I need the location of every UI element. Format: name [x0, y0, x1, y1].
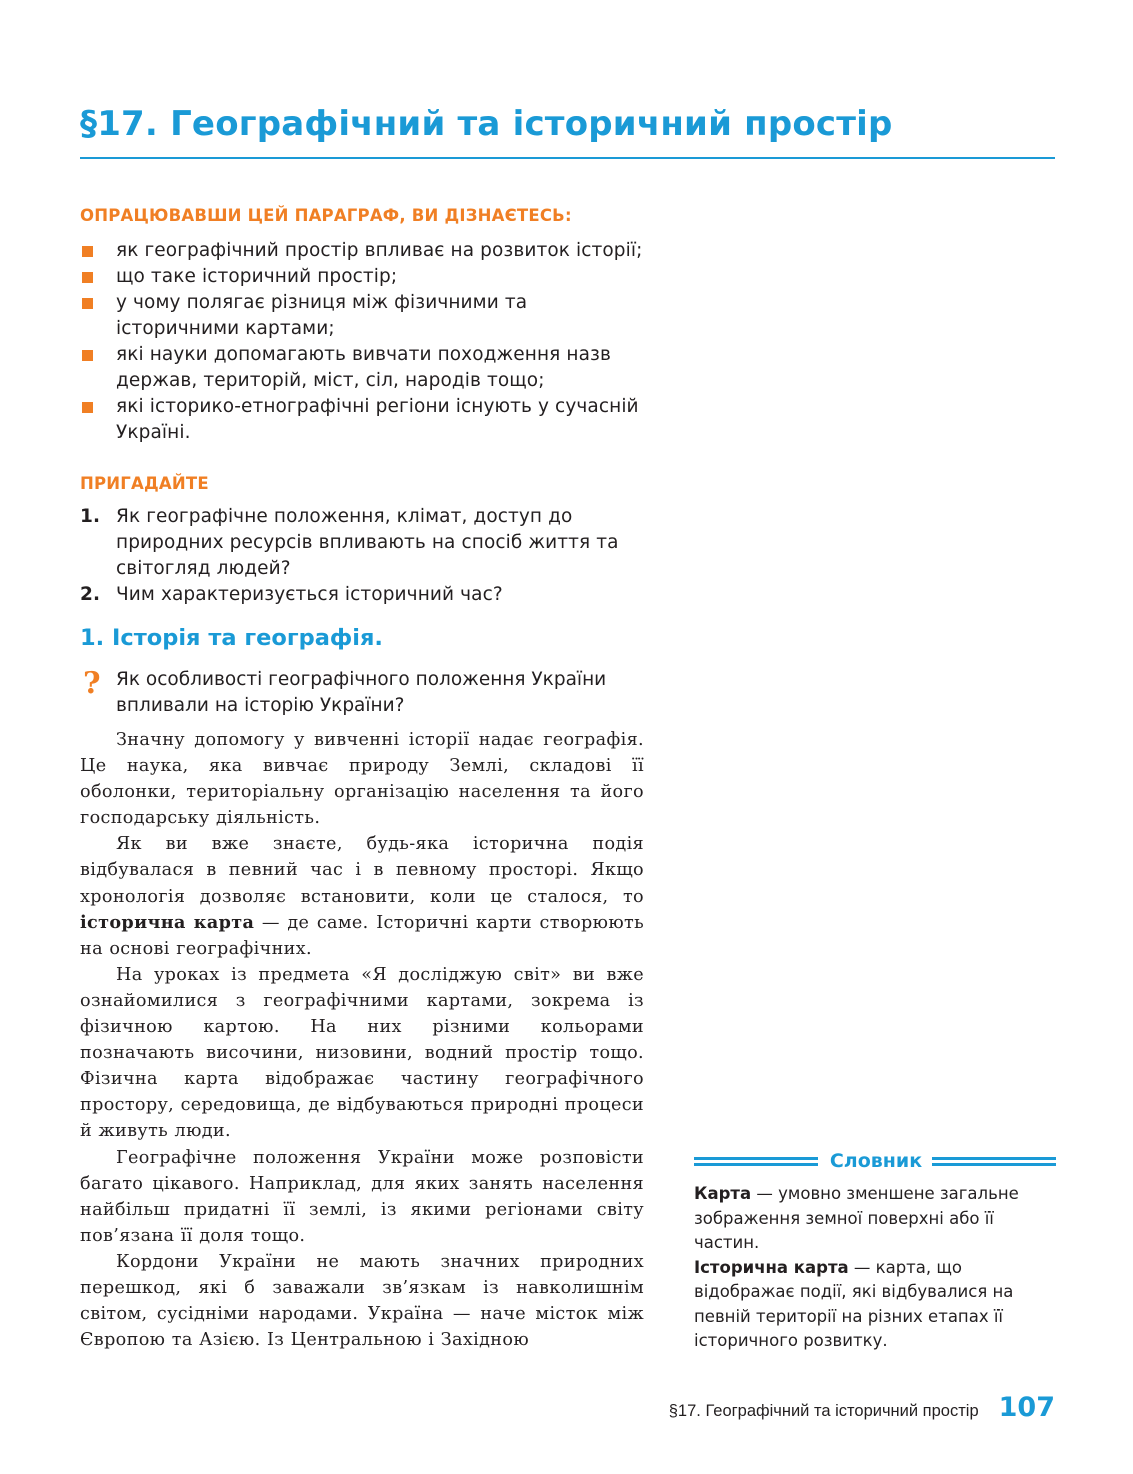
list-item: як географічний простір впливає на розвиток історії; — [80, 238, 650, 264]
glossary-entry: Карта — умовно зменшене загальне зображення земної поверхні або її частин. — [694, 1184, 1019, 1252]
glossary-box — [694, 1146, 1056, 1354]
list-item: 2. Чим характеризується історичний час? — [80, 584, 503, 605]
paragraph: Як ви вже знаєте, будь-яка історична подія відбувалася в певний час і в певному просторі. Якщо хронологія дозволяє встановити, коли це сталося, то історична карта — де саме. Історичні карти створюють на основі географічних. — [80, 834, 644, 959]
square-bullet-icon — [82, 350, 93, 361]
page-footer — [669, 1392, 1055, 1423]
glossary-rule-right — [932, 1156, 1056, 1166]
glossary-entry: Історична карта — карта, що відображає події, які відбувалися на певній території на різних етапах її історичного розвитку. — [694, 1257, 1014, 1350]
page-title: §17. Географічний та історичний простір — [80, 104, 893, 144]
paragraph: Значну допомогу у вивченні історії надає географія. Це наука, яка вивчає природу Землі, складові її оболонки, територіальну організацію населення та його господарську діяльність. — [80, 730, 644, 829]
square-bullet-icon — [82, 272, 93, 283]
glossary-term: Карта — [694, 1184, 752, 1203]
list-item: які науки допомагають вивчати походження назв держав, територій, міст, сіл, народів тощо; — [80, 342, 650, 394]
list-item: що таке історичний простір; — [80, 264, 650, 290]
glossary-rule-left — [694, 1156, 818, 1166]
section-title: 1. Історія та географія. — [80, 625, 383, 651]
page-number: 107 — [998, 1392, 1055, 1423]
question-text: Як особливості географічного положення України впливали на історію України? — [116, 669, 607, 716]
paragraph: На уроках із предмета «Я досліджую світ» ви вже ознайомилися з географічними картами, зокрема із фізичною картою. На них різними кольорами позначають височини, низовини, водний простір тощо. Фізична карта відображає частину географічного простору, середовища, де відбуваються природні процеси й живуть люди. — [80, 964, 644, 1142]
square-bullet-icon — [82, 402, 93, 413]
paragraph: Географічне положення України може розповісти багато цікавого. Наприклад, для яких занять населення найбільш придатні її землі, із якими регіонами світу пов’язана її доля тощо. — [80, 1147, 644, 1246]
recall-heading: ПРИГАДАЙТЕ — [80, 474, 209, 493]
square-bullet-icon — [82, 246, 93, 257]
bold-term: історична карта — [80, 911, 255, 933]
objectives-heading: ОПРАЦЮВАВШИ ЦЕЙ ПАРАГРАФ, ВИ ДІЗНАЄТЕСЬ: — [80, 206, 572, 225]
list-item: 1. Як географічне положення, клімат, доступ до природних ресурсів впливають на спосіб життя та світогляд людей? — [80, 506, 619, 579]
recall-list — [80, 504, 650, 608]
list-item: у чому полягає різниця між фізичними та історичними картами; — [80, 290, 650, 342]
title-divider — [80, 157, 1055, 159]
paragraph: Кордони України не мають значних природних перешкод, які б заважали зв’язкам із навколишнім світом, сусідніми народами. Україна — наче місток між Європою та Азією. Із Центральною і Західною — [80, 1251, 644, 1351]
square-bullet-icon — [82, 298, 93, 309]
question-mark-icon: ? — [83, 666, 101, 701]
question-block — [80, 667, 650, 719]
glossary-header — [694, 1146, 1056, 1176]
running-title: §17. Географічний та історичний простір — [668, 1402, 979, 1420]
list-item: які історико-етнографічні регіони існують у сучасній Україні. — [80, 394, 650, 446]
glossary-title: Словник — [829, 1150, 923, 1172]
body-text — [80, 727, 644, 1353]
glossary-term: Історична карта — [694, 1257, 849, 1277]
objectives-list — [80, 238, 650, 446]
